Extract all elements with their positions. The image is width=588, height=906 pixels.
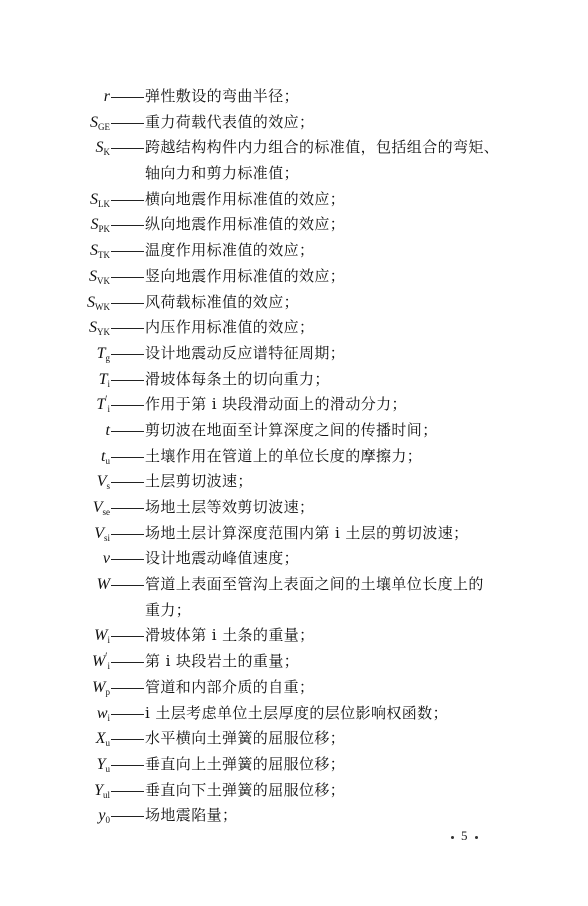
symbol-prime: ′ <box>105 651 108 663</box>
symbol-subscript: PK <box>98 224 110 235</box>
definition-text: 管道上表面至管沟上表面之间的土壤单位长度上的 <box>145 575 484 594</box>
symbol-base: S <box>95 139 104 157</box>
definition-entry <box>0 110 588 136</box>
em-dash-separator <box>111 444 144 470</box>
symbol-definition-list <box>0 84 588 829</box>
definition-entry <box>0 495 588 521</box>
symbol-subscript: WK <box>95 301 110 312</box>
symbol-subscript: K <box>103 147 110 158</box>
definition-entry <box>0 418 588 444</box>
symbol-base: X <box>95 730 106 748</box>
symbol <box>96 726 110 752</box>
definition-entry <box>0 264 588 290</box>
symbol-subscript: u <box>105 738 110 749</box>
definition-text: 温度作用标准值的效应； <box>145 241 315 260</box>
symbol-subscript: p <box>105 686 110 697</box>
definition-text: 弹性敷设的弯曲半径； <box>145 87 300 105</box>
symbol-base: W <box>94 627 108 645</box>
definition-entry <box>0 521 588 547</box>
symbol <box>106 418 110 444</box>
symbol-subscript: i <box>107 378 110 389</box>
symbol-subscript: si <box>103 532 110 543</box>
symbol-subscript: YK <box>97 327 110 338</box>
definition-entry <box>0 752 588 778</box>
symbol-base: T <box>98 370 108 388</box>
em-dash-separator <box>111 367 144 393</box>
symbol <box>90 187 110 213</box>
definition-entry <box>0 701 588 727</box>
symbol-base: W <box>92 678 106 696</box>
em-dash-separator <box>111 84 144 110</box>
em-dash-separator <box>111 315 144 341</box>
definition-entry <box>0 367 588 393</box>
symbol-base: T <box>96 344 106 362</box>
definition-entry <box>0 675 588 701</box>
symbol-subscript: LK <box>98 198 110 209</box>
definition-text: 场地土层计算深度范围内第 i 土层的剪切波速； <box>145 523 469 542</box>
definition-text: 内压作用标准值的效应； <box>145 318 315 337</box>
symbol-base: w <box>96 704 108 722</box>
definition-entry <box>0 803 588 829</box>
symbol <box>90 212 110 238</box>
em-dash-separator <box>111 290 144 316</box>
symbol-base: V <box>92 499 103 517</box>
em-dash-separator <box>111 418 144 444</box>
em-dash-separator <box>111 212 144 238</box>
symbol-base: S <box>90 190 98 208</box>
definition-entry <box>0 135 588 186</box>
em-dash-separator <box>111 649 144 675</box>
definition-entry <box>0 546 588 572</box>
definition-text: 跨越结构构件内力组合的标准值，包括组合的弯矩、 <box>145 138 500 157</box>
symbol-subscript: g <box>105 352 110 363</box>
symbol <box>96 135 111 161</box>
footer-dot-left <box>451 836 454 839</box>
symbol-subscript: i <box>107 635 110 646</box>
definition-entry <box>0 187 588 213</box>
symbol-base: S <box>89 267 97 285</box>
definition-text-continuation: 轴向力和剪力标准值； <box>145 164 300 183</box>
definition-entry <box>0 341 588 367</box>
definition-text: 管道和内部介质的自重； <box>145 677 315 696</box>
definition-entry <box>0 238 588 264</box>
definition-text: 设计地震动反应谱特征周期； <box>145 343 346 362</box>
symbol-subscript: TK <box>98 250 110 261</box>
em-dash-separator <box>111 521 144 547</box>
definition-text: 土壤作用在管道上的单位长度的摩擦力； <box>145 446 423 465</box>
symbol <box>87 290 110 316</box>
symbol-subscript: i <box>107 404 110 415</box>
definition-entry <box>0 84 588 110</box>
symbol <box>94 623 110 649</box>
symbol-base: S <box>90 113 98 131</box>
definition-text: 设计地震动峰值速度； <box>145 549 300 568</box>
symbol <box>92 649 110 675</box>
symbol <box>97 469 110 495</box>
symbol <box>97 572 110 598</box>
symbol <box>90 238 110 264</box>
symbol-base: v <box>102 550 110 568</box>
definition-text: 风荷载标准值的效应； <box>145 292 300 311</box>
definition-entry <box>0 726 588 752</box>
em-dash-separator <box>111 778 144 804</box>
page-footer <box>444 828 485 844</box>
symbol <box>90 110 110 136</box>
symbol-subscript: i <box>107 712 110 723</box>
symbol <box>89 264 110 290</box>
em-dash-separator <box>111 752 144 778</box>
definition-text: 滑坡体每条土的切向重力； <box>145 369 330 388</box>
symbol-base: r <box>103 88 110 105</box>
symbol-subscript: GE <box>98 121 110 132</box>
symbol-subscript: se <box>102 507 110 518</box>
em-dash-separator <box>111 110 144 136</box>
symbol-base: T <box>96 396 106 414</box>
definition-text: 垂直向上土弹簧的屈服位移； <box>145 754 346 773</box>
definition-entry <box>0 778 588 804</box>
definition-entry <box>0 623 588 649</box>
symbol-base: W <box>96 576 110 594</box>
em-dash-separator <box>111 135 144 161</box>
symbol-subscript: s <box>106 481 110 492</box>
symbol-prime: ′ <box>105 394 108 406</box>
symbol-base: S <box>87 293 95 311</box>
em-dash-separator <box>111 495 144 521</box>
definition-text: 纵向地震作用标准值的效应； <box>145 215 346 234</box>
em-dash-separator <box>111 623 144 649</box>
symbol-subscript: u <box>105 455 110 466</box>
symbol <box>101 444 110 470</box>
definition-entry <box>0 212 588 238</box>
symbol <box>98 803 110 829</box>
symbol-subscript: 0 <box>105 815 110 826</box>
definition-text: 场地土层等效剪切波速； <box>145 498 315 517</box>
definition-text: 水平横向土弹簧的屈服位移； <box>145 729 346 748</box>
footer-dot-right <box>475 836 478 839</box>
em-dash-separator <box>111 701 144 727</box>
definition-text: 滑坡体第 i 土条的重量； <box>145 626 315 645</box>
symbol-base: S <box>89 319 97 337</box>
em-dash-separator <box>111 469 144 495</box>
symbol <box>97 752 110 778</box>
symbol <box>93 495 110 521</box>
symbol-base: W <box>91 653 106 671</box>
definition-text: 场地震陷量； <box>145 806 238 825</box>
symbol-base: S <box>90 242 98 260</box>
symbol <box>89 315 110 341</box>
em-dash-separator <box>111 392 144 418</box>
definition-entry <box>0 469 588 495</box>
definition-text: i 土层考虑单位土层厚度的层位影响权函数； <box>145 703 448 722</box>
symbol-subscript: u <box>105 763 110 774</box>
em-dash-separator <box>111 187 144 213</box>
page-number: 5 <box>461 828 468 843</box>
symbol-subscript: VK <box>97 275 110 286</box>
symbol-base: Y <box>94 781 103 799</box>
definition-entry <box>0 649 588 675</box>
definition-text-continuation: 重力； <box>145 600 192 619</box>
symbol <box>103 546 110 572</box>
definition-entry <box>0 290 588 316</box>
definition-text: 横向地震作用标准值的效应； <box>145 189 346 208</box>
symbol <box>94 521 110 547</box>
em-dash-separator <box>111 572 144 598</box>
definition-entry <box>0 572 588 623</box>
definition-text: 剪切波在地面至计算深度之间的传播时间； <box>145 420 438 439</box>
definition-text: 第 i 块段岩土的重量； <box>145 652 300 671</box>
symbol <box>94 778 110 804</box>
em-dash-separator <box>111 726 144 752</box>
symbol-base: Y <box>96 755 106 773</box>
symbol <box>97 341 110 367</box>
definition-entry <box>0 392 588 418</box>
symbol <box>96 392 110 418</box>
symbol-base: V <box>94 524 104 542</box>
em-dash-separator <box>111 803 144 829</box>
definition-text: 垂直向下土弹簧的屈服位移； <box>145 780 346 799</box>
symbol-base: y <box>98 807 106 825</box>
em-dash-separator <box>111 238 144 264</box>
definition-text: 土层剪切波速； <box>145 472 253 491</box>
em-dash-separator <box>111 546 144 572</box>
symbol-base: t <box>105 421 110 439</box>
em-dash-separator <box>111 675 144 701</box>
definition-entry <box>0 315 588 341</box>
em-dash-separator <box>111 341 144 367</box>
symbol <box>104 84 110 110</box>
symbol-subscript: i <box>107 661 110 672</box>
symbol-base: S <box>90 216 99 234</box>
definition-text: 重力荷载代表值的效应； <box>145 112 315 131</box>
definition-text: 竖向地震作用标准值的效应； <box>145 266 346 285</box>
definition-text: 作用于第 i 块段滑动面上的滑动分力； <box>145 395 407 414</box>
em-dash-separator <box>111 264 144 290</box>
symbol-base: V <box>96 473 107 491</box>
definition-entry <box>0 444 588 470</box>
symbol <box>97 701 110 727</box>
symbol <box>92 675 110 701</box>
symbol-subscript: ul <box>102 789 110 800</box>
symbol <box>99 367 110 393</box>
symbol-base: t <box>101 447 106 465</box>
